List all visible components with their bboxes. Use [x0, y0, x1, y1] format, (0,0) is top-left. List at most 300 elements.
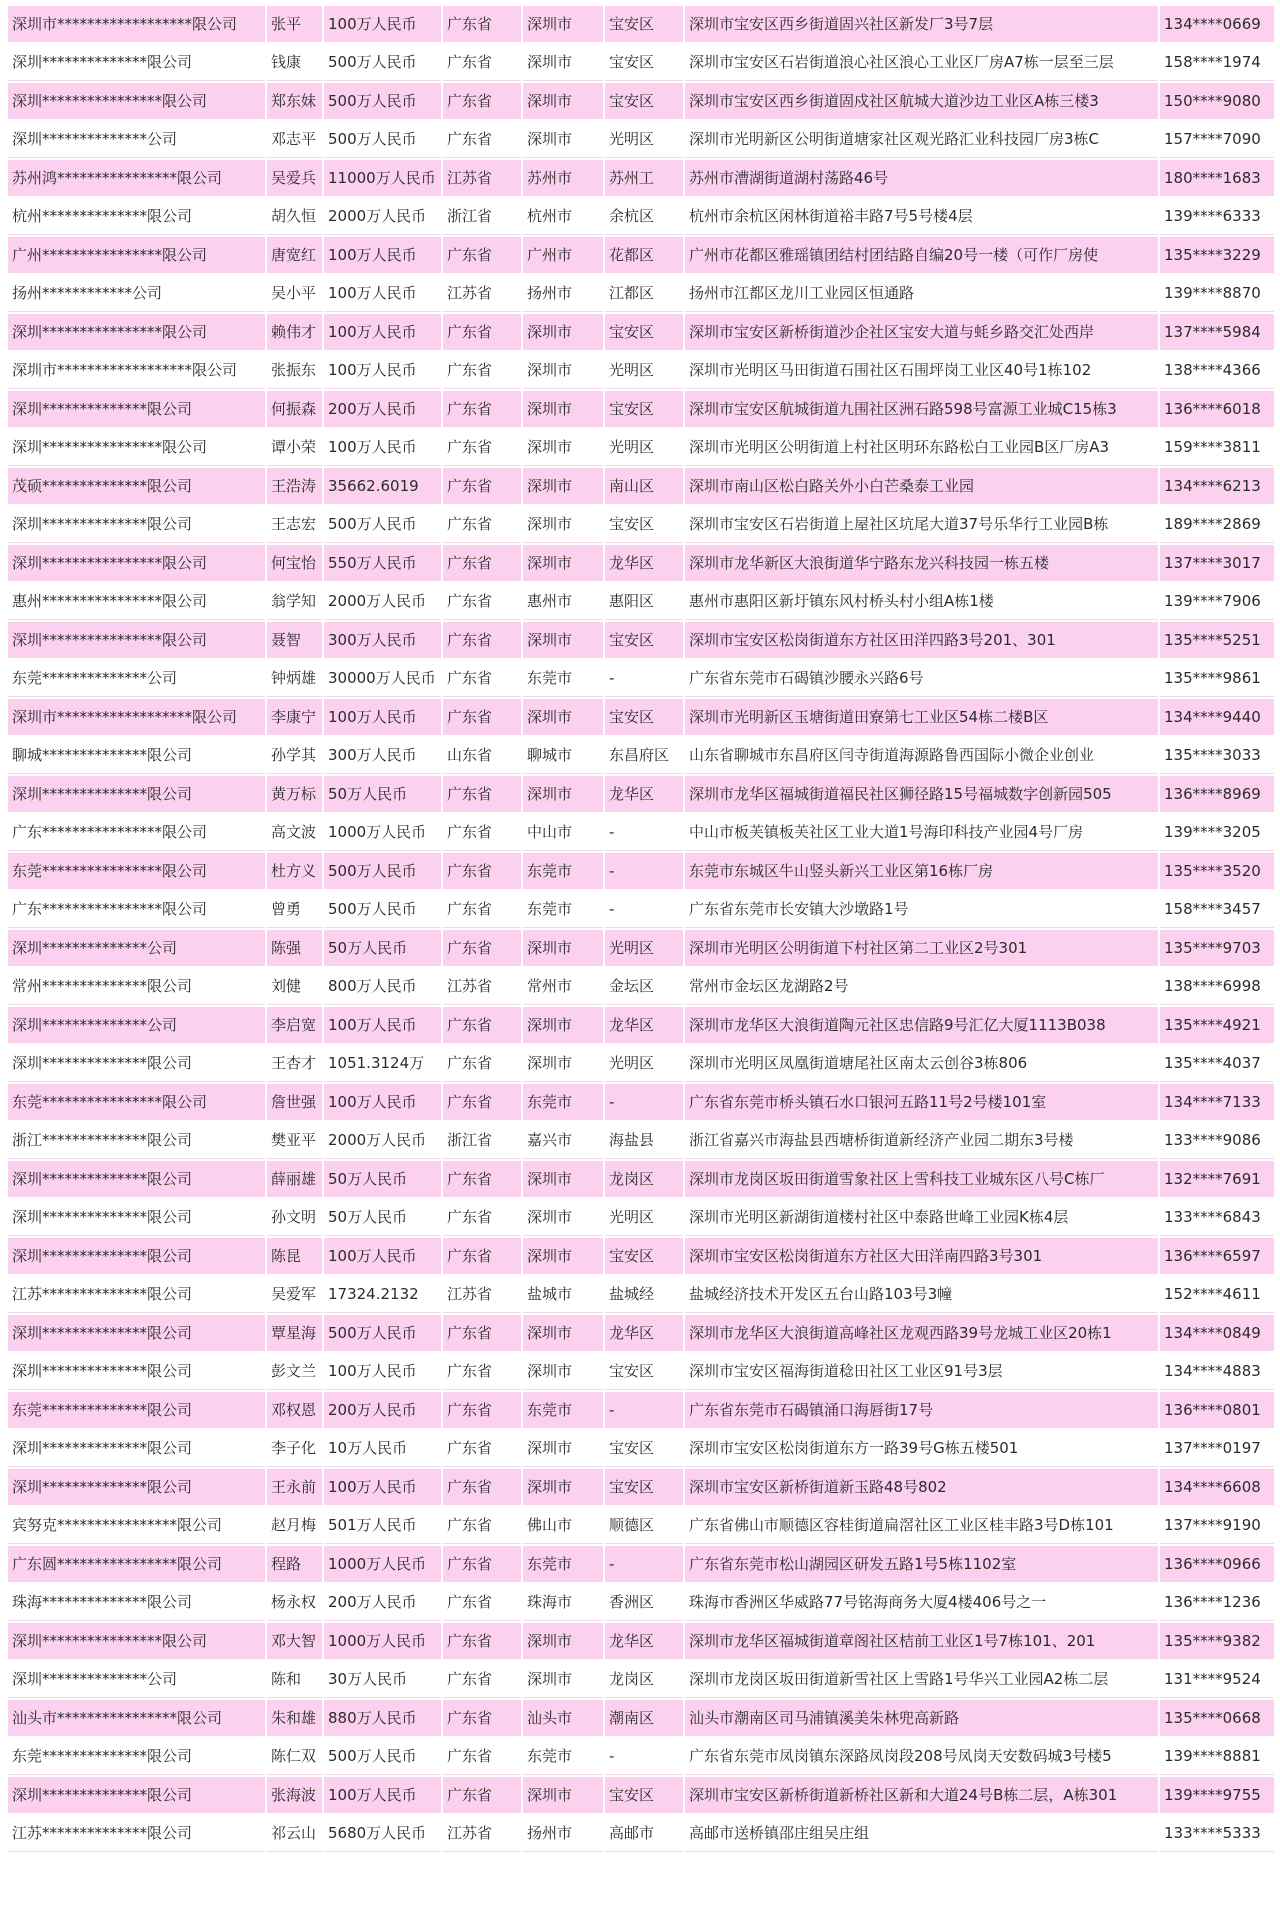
address-cell: 深圳市光明新区公明街道塘家社区观光路汇业科技园厂房3栋C	[685, 121, 1158, 158]
registered-capital-cell: 100万人民币	[324, 237, 441, 273]
city-cell: 东莞市	[523, 660, 603, 697]
company-name-cell: 深圳**************限公司	[8, 506, 265, 543]
registered-capital-cell: 5680万人民币	[324, 1815, 441, 1852]
district-cell: 宝安区	[605, 314, 683, 350]
address-cell: 深圳市宝安区航城街道九围社区洲石路598号富源工业城C15栋3	[685, 391, 1158, 427]
company-name-cell: 深圳**************限公司	[8, 1469, 265, 1505]
company-name-cell: 广东****************限公司	[8, 891, 265, 928]
registered-capital-cell: 200万人民币	[324, 1392, 441, 1428]
phone-cell: 159****3811	[1160, 429, 1274, 466]
city-cell: 深圳市	[523, 930, 603, 966]
company-table	[6, 4, 1276, 1854]
city-cell: 聊城市	[523, 737, 603, 774]
phone-cell: 134****7133	[1160, 1084, 1274, 1120]
phone-cell: 137****9190	[1160, 1507, 1274, 1544]
registered-capital-cell: 50万人民币	[324, 1199, 441, 1236]
city-cell: 深圳市	[523, 1353, 603, 1390]
province-cell: 广东省	[443, 83, 521, 119]
city-cell: 常州市	[523, 968, 603, 1005]
table-row	[8, 583, 1274, 620]
registered-capital-cell: 500万人民币	[324, 853, 441, 889]
contact-name-cell: 唐宽红	[267, 237, 322, 273]
address-cell: 深圳市宝安区西乡街道固兴社区新发厂3号7层	[685, 6, 1158, 42]
address-cell: 广东省东莞市长安镇大沙墩路1号	[685, 891, 1158, 928]
district-cell: 宝安区	[605, 1238, 683, 1274]
contact-name-cell: 程路	[267, 1546, 322, 1582]
address-cell: 深圳市光明区公明街道下村社区第二工业区2号301	[685, 930, 1158, 966]
contact-name-cell: 朱和雄	[267, 1700, 322, 1736]
table-row	[8, 1507, 1274, 1544]
district-cell: 宝安区	[605, 1469, 683, 1505]
address-cell: 深圳市宝安区石岩街道浪心社区浪心工业区厂房A7栋一层至三层	[685, 44, 1158, 81]
company-name-cell: 东莞**************限公司	[8, 1392, 265, 1428]
province-cell: 广东省	[443, 429, 521, 466]
province-cell: 广东省	[443, 1584, 521, 1621]
table-row	[8, 1661, 1274, 1698]
province-cell: 广东省	[443, 468, 521, 504]
company-name-cell: 深圳**************限公司	[8, 1161, 265, 1197]
contact-name-cell: 吴小平	[267, 275, 322, 312]
city-cell: 深圳市	[523, 468, 603, 504]
contact-name-cell: 吴爱军	[267, 1276, 322, 1313]
registered-capital-cell: 100万人民币	[324, 1777, 441, 1813]
registered-capital-cell: 1000万人民币	[324, 1546, 441, 1582]
company-name-cell: 深圳****************限公司	[8, 314, 265, 350]
registered-capital-cell: 100万人民币	[324, 1007, 441, 1043]
province-cell: 广东省	[443, 583, 521, 620]
table-row	[8, 737, 1274, 774]
city-cell: 深圳市	[523, 352, 603, 389]
province-cell: 广东省	[443, 1238, 521, 1274]
company-name-cell: 深圳市******************限公司	[8, 6, 265, 42]
table-row	[8, 1815, 1274, 1852]
phone-cell: 150****9080	[1160, 83, 1274, 119]
company-name-cell: 深圳**************限公司	[8, 44, 265, 81]
district-cell: -	[605, 1738, 683, 1775]
phone-cell: 139****8870	[1160, 275, 1274, 312]
address-cell: 深圳市南山区松白路关外小白芒桑泰工业园	[685, 468, 1158, 504]
company-name-cell: 惠州****************限公司	[8, 583, 265, 620]
district-cell: 香洲区	[605, 1584, 683, 1621]
city-cell: 深圳市	[523, 776, 603, 812]
address-cell: 深圳市龙华新区大浪街道华宁路东龙兴科技园一栋五楼	[685, 545, 1158, 581]
table-row	[8, 1546, 1274, 1582]
city-cell: 深圳市	[523, 83, 603, 119]
table-row	[8, 1469, 1274, 1505]
registered-capital-cell: 100万人民币	[324, 1469, 441, 1505]
district-cell: 宝安区	[605, 6, 683, 42]
district-cell: 潮南区	[605, 1700, 683, 1736]
contact-name-cell: 高文波	[267, 814, 322, 851]
province-cell: 山东省	[443, 737, 521, 774]
district-cell: 江都区	[605, 275, 683, 312]
phone-cell: 135****3229	[1160, 237, 1274, 273]
city-cell: 深圳市	[523, 1199, 603, 1236]
contact-name-cell: 薛丽雄	[267, 1161, 322, 1197]
registered-capital-cell: 50万人民币	[324, 930, 441, 966]
company-name-cell: 深圳**************限公司	[8, 1045, 265, 1082]
address-cell: 深圳市龙华区福城街道章阁社区桔前工业区1号7栋101、201	[685, 1623, 1158, 1659]
company-name-cell: 深圳**************公司	[8, 1661, 265, 1698]
contact-name-cell: 邓志平	[267, 121, 322, 158]
city-cell: 深圳市	[523, 1469, 603, 1505]
table-row	[8, 660, 1274, 697]
city-cell: 扬州市	[523, 275, 603, 312]
table-row	[8, 391, 1274, 427]
registered-capital-cell: 880万人民币	[324, 1700, 441, 1736]
phone-cell: 139****6333	[1160, 198, 1274, 235]
table-row	[8, 1238, 1274, 1274]
contact-name-cell: 曾勇	[267, 891, 322, 928]
address-cell: 深圳市宝安区松岗街道东方一路39号G栋五楼501	[685, 1430, 1158, 1467]
phone-cell: 139****7906	[1160, 583, 1274, 620]
table-row	[8, 468, 1274, 504]
registered-capital-cell: 35662.6019	[324, 468, 441, 504]
company-name-cell: 深圳****************限公司	[8, 83, 265, 119]
address-cell: 广东省东莞市石碣镇涌口海唇街17号	[685, 1392, 1158, 1428]
phone-cell: 139****3205	[1160, 814, 1274, 851]
registered-capital-cell: 500万人民币	[324, 83, 441, 119]
district-cell: 光明区	[605, 429, 683, 466]
company-name-cell: 深圳**************公司	[8, 121, 265, 158]
contact-name-cell: 樊亚平	[267, 1122, 322, 1159]
company-name-cell: 江苏**************限公司	[8, 1276, 265, 1313]
company-name-cell: 常州**************限公司	[8, 968, 265, 1005]
registered-capital-cell: 2000万人民币	[324, 198, 441, 235]
city-cell: 深圳市	[523, 1045, 603, 1082]
district-cell: 光明区	[605, 930, 683, 966]
address-cell: 浙江省嘉兴市海盐县西塘桥街道新经济产业园二期东3号楼	[685, 1122, 1158, 1159]
phone-cell: 135****5251	[1160, 622, 1274, 658]
phone-cell: 136****1236	[1160, 1584, 1274, 1621]
province-cell: 广东省	[443, 1045, 521, 1082]
address-cell: 广东省佛山市顺德区容桂街道扁滘社区工业区桂丰路3号D栋101	[685, 1507, 1158, 1544]
city-cell: 杭州市	[523, 198, 603, 235]
province-cell: 广东省	[443, 1353, 521, 1390]
address-cell: 深圳市宝安区西乡街道固戍社区航城大道沙边工业区A栋三楼3	[685, 83, 1158, 119]
company-name-cell: 广东圆****************限公司	[8, 1546, 265, 1582]
contact-name-cell: 郑东妹	[267, 83, 322, 119]
table-row	[8, 853, 1274, 889]
province-cell: 广东省	[443, 1507, 521, 1544]
contact-name-cell: 孙文明	[267, 1199, 322, 1236]
province-cell: 广东省	[443, 1661, 521, 1698]
phone-cell: 133****5333	[1160, 1815, 1274, 1852]
contact-name-cell: 吴爱兵	[267, 160, 322, 196]
phone-cell: 139****9755	[1160, 1777, 1274, 1813]
city-cell: 深圳市	[523, 545, 603, 581]
phone-cell: 137****0197	[1160, 1430, 1274, 1467]
phone-cell: 158****1974	[1160, 44, 1274, 81]
address-cell: 深圳市龙华区福城街道福民社区狮径路15号福城数字创新园505	[685, 776, 1158, 812]
contact-name-cell: 詹世强	[267, 1084, 322, 1120]
contact-name-cell: 钱康	[267, 44, 322, 81]
province-cell: 广东省	[443, 352, 521, 389]
address-cell: 深圳市光明区新湖街道楼村社区中泰路世峰工业园K栋4层	[685, 1199, 1158, 1236]
company-name-cell: 宾努克****************限公司	[8, 1507, 265, 1544]
registered-capital-cell: 100万人民币	[324, 1084, 441, 1120]
contact-name-cell: 翁学知	[267, 583, 322, 620]
table-row	[8, 1045, 1274, 1082]
company-name-cell: 聊城**************限公司	[8, 737, 265, 774]
contact-name-cell: 杜方义	[267, 853, 322, 889]
district-cell: 龙华区	[605, 1007, 683, 1043]
registered-capital-cell: 100万人民币	[324, 429, 441, 466]
contact-name-cell: 黄万标	[267, 776, 322, 812]
table-row	[8, 506, 1274, 543]
district-cell: 龙岗区	[605, 1161, 683, 1197]
registered-capital-cell: 30000万人民币	[324, 660, 441, 697]
city-cell: 嘉兴市	[523, 1122, 603, 1159]
table-row	[8, 545, 1274, 581]
address-cell: 深圳市光明区公明街道上村社区明环东路松白工业园B区厂房A3	[685, 429, 1158, 466]
phone-cell: 134****0849	[1160, 1315, 1274, 1351]
province-cell: 浙江省	[443, 198, 521, 235]
table-row	[8, 1199, 1274, 1236]
registered-capital-cell: 2000万人民币	[324, 583, 441, 620]
company-name-cell: 深圳****************限公司	[8, 429, 265, 466]
phone-cell: 189****2869	[1160, 506, 1274, 543]
company-name-cell: 深圳**************限公司	[8, 1430, 265, 1467]
address-cell: 深圳市宝安区松岗街道东方社区大田洋南四路3号301	[685, 1238, 1158, 1274]
phone-cell: 136****6597	[1160, 1238, 1274, 1274]
table-row	[8, 776, 1274, 812]
registered-capital-cell: 50万人民币	[324, 776, 441, 812]
province-cell: 江苏省	[443, 160, 521, 196]
contact-name-cell: 李启宽	[267, 1007, 322, 1043]
company-name-cell: 广东****************限公司	[8, 814, 265, 851]
phone-cell: 136****8969	[1160, 776, 1274, 812]
phone-cell: 135****4037	[1160, 1045, 1274, 1082]
table-row	[8, 1122, 1274, 1159]
district-cell: -	[605, 853, 683, 889]
company-name-cell: 深圳市******************限公司	[8, 699, 265, 735]
phone-cell: 157****7090	[1160, 121, 1274, 158]
province-cell: 广东省	[443, 699, 521, 735]
city-cell: 东莞市	[523, 1084, 603, 1120]
district-cell: 余杭区	[605, 198, 683, 235]
contact-name-cell: 孙学其	[267, 737, 322, 774]
city-cell: 深圳市	[523, 1661, 603, 1698]
registered-capital-cell: 100万人民币	[324, 1353, 441, 1390]
contact-name-cell: 钟炳雄	[267, 660, 322, 697]
city-cell: 深圳市	[523, 1777, 603, 1813]
company-name-cell: 茂硕**************限公司	[8, 468, 265, 504]
district-cell: 光明区	[605, 121, 683, 158]
registered-capital-cell: 100万人民币	[324, 6, 441, 42]
contact-name-cell: 张振东	[267, 352, 322, 389]
district-cell: 金坛区	[605, 968, 683, 1005]
province-cell: 浙江省	[443, 1122, 521, 1159]
address-cell: 盐城经济技术开发区五台山路103号3幢	[685, 1276, 1158, 1313]
province-cell: 江苏省	[443, 275, 521, 312]
city-cell: 东莞市	[523, 853, 603, 889]
phone-cell: 136****0801	[1160, 1392, 1274, 1428]
address-cell: 深圳市宝安区松岗街道东方社区田洋四路3号201、301	[685, 622, 1158, 658]
contact-name-cell: 王杏才	[267, 1045, 322, 1082]
phone-cell: 135****3520	[1160, 853, 1274, 889]
district-cell: -	[605, 814, 683, 851]
phone-cell: 135****4921	[1160, 1007, 1274, 1043]
registered-capital-cell: 100万人民币	[324, 699, 441, 735]
address-cell: 深圳市龙华区大浪街道陶元社区忠信路9号汇亿大厦1113B038	[685, 1007, 1158, 1043]
province-cell: 广东省	[443, 776, 521, 812]
company-name-cell: 珠海**************限公司	[8, 1584, 265, 1621]
district-cell: -	[605, 1392, 683, 1428]
table-row	[8, 930, 1274, 966]
table-row	[8, 699, 1274, 735]
address-cell: 深圳市宝安区新桥街道新玉路48号802	[685, 1469, 1158, 1505]
province-cell: 广东省	[443, 1315, 521, 1351]
phone-cell: 132****7691	[1160, 1161, 1274, 1197]
province-cell: 江苏省	[443, 968, 521, 1005]
contact-name-cell: 邓大智	[267, 1623, 322, 1659]
table-body	[8, 6, 1274, 1852]
district-cell: 南山区	[605, 468, 683, 504]
table-row	[8, 1584, 1274, 1621]
city-cell: 中山市	[523, 814, 603, 851]
address-cell: 山东省聊城市东昌府区闫寺街道海源路鲁西国际小微企业创业	[685, 737, 1158, 774]
address-cell: 广州市花都区雅瑶镇团结村团结路自编20号一楼（可作厂房使	[685, 237, 1158, 273]
contact-name-cell: 谭小荣	[267, 429, 322, 466]
province-cell: 广东省	[443, 891, 521, 928]
company-name-cell: 深圳****************限公司	[8, 545, 265, 581]
company-name-cell: 东莞****************限公司	[8, 853, 265, 889]
address-cell: 中山市板芙镇板芙社区工业大道1号海印科技产业园4号厂房	[685, 814, 1158, 851]
district-cell: 海盐县	[605, 1122, 683, 1159]
district-cell: 龙华区	[605, 1623, 683, 1659]
province-cell: 广东省	[443, 121, 521, 158]
registered-capital-cell: 200万人民币	[324, 1584, 441, 1621]
registered-capital-cell: 500万人民币	[324, 506, 441, 543]
address-cell: 深圳市宝安区新桥街道沙企社区宝安大道与蚝乡路交汇处西岸	[685, 314, 1158, 350]
phone-cell: 135****9861	[1160, 660, 1274, 697]
table-row	[8, 1700, 1274, 1736]
phone-cell: 135****9382	[1160, 1623, 1274, 1659]
table-row	[8, 891, 1274, 928]
district-cell: 宝安区	[605, 1777, 683, 1813]
registered-capital-cell: 500万人民币	[324, 1315, 441, 1351]
contact-name-cell: 胡久恒	[267, 198, 322, 235]
district-cell: 惠阳区	[605, 583, 683, 620]
registered-capital-cell: 500万人民币	[324, 121, 441, 158]
province-cell: 广东省	[443, 1700, 521, 1736]
province-cell: 广东省	[443, 1469, 521, 1505]
province-cell: 广东省	[443, 1738, 521, 1775]
contact-name-cell: 何宝怡	[267, 545, 322, 581]
company-name-cell: 东莞**************公司	[8, 660, 265, 697]
contact-name-cell: 李康宁	[267, 699, 322, 735]
company-name-cell: 深圳**************公司	[8, 1007, 265, 1043]
company-name-cell: 东莞**************限公司	[8, 1738, 265, 1775]
phone-cell: 135****3033	[1160, 737, 1274, 774]
contact-name-cell: 王浩涛	[267, 468, 322, 504]
city-cell: 东莞市	[523, 1738, 603, 1775]
registered-capital-cell: 300万人民币	[324, 622, 441, 658]
address-cell: 深圳市龙岗区坂田街道雪象社区上雪科技工业城东区八号C栋厂	[685, 1161, 1158, 1197]
city-cell: 珠海市	[523, 1584, 603, 1621]
district-cell: 龙华区	[605, 776, 683, 812]
registered-capital-cell: 500万人民币	[324, 891, 441, 928]
city-cell: 深圳市	[523, 1623, 603, 1659]
phone-cell: 152****4611	[1160, 1276, 1274, 1313]
province-cell: 广东省	[443, 6, 521, 42]
district-cell: 盐城经	[605, 1276, 683, 1313]
phone-cell: 136****0966	[1160, 1546, 1274, 1582]
table-row	[8, 622, 1274, 658]
table-row	[8, 429, 1274, 466]
district-cell: 宝安区	[605, 506, 683, 543]
registered-capital-cell: 500万人民币	[324, 1738, 441, 1775]
address-cell: 常州市金坛区龙湖路2号	[685, 968, 1158, 1005]
district-cell: 光明区	[605, 1045, 683, 1082]
company-name-cell: 深圳****************限公司	[8, 622, 265, 658]
registered-capital-cell: 10万人民币	[324, 1430, 441, 1467]
phone-cell: 138****6998	[1160, 968, 1274, 1005]
registered-capital-cell: 200万人民币	[324, 391, 441, 427]
phone-cell: 138****4366	[1160, 352, 1274, 389]
address-cell: 扬州市江都区龙川工业园区恒通路	[685, 275, 1158, 312]
table-row	[8, 352, 1274, 389]
phone-cell: 137****3017	[1160, 545, 1274, 581]
company-name-cell: 深圳市******************限公司	[8, 352, 265, 389]
contact-name-cell: 陈昆	[267, 1238, 322, 1274]
phone-cell: 134****4883	[1160, 1353, 1274, 1390]
table-row	[8, 1007, 1274, 1043]
city-cell: 扬州市	[523, 1815, 603, 1852]
company-name-cell: 江苏**************限公司	[8, 1815, 265, 1852]
contact-name-cell: 祁云山	[267, 1815, 322, 1852]
province-cell: 广东省	[443, 1007, 521, 1043]
city-cell: 深圳市	[523, 1315, 603, 1351]
table-row	[8, 83, 1274, 119]
city-cell: 佛山市	[523, 1507, 603, 1544]
registered-capital-cell: 1000万人民币	[324, 1623, 441, 1659]
city-cell: 东莞市	[523, 1546, 603, 1582]
registered-capital-cell: 100万人民币	[324, 314, 441, 350]
table-row	[8, 1353, 1274, 1390]
province-cell: 广东省	[443, 1546, 521, 1582]
contact-name-cell: 何振森	[267, 391, 322, 427]
table-row	[8, 121, 1274, 158]
contact-name-cell: 陈和	[267, 1661, 322, 1698]
district-cell: 宝安区	[605, 1430, 683, 1467]
district-cell: 高邮市	[605, 1815, 683, 1852]
registered-capital-cell: 50万人民币	[324, 1161, 441, 1197]
company-name-cell: 深圳**************限公司	[8, 391, 265, 427]
table-row	[8, 1315, 1274, 1351]
registered-capital-cell: 100万人民币	[324, 352, 441, 389]
district-cell: -	[605, 1084, 683, 1120]
phone-cell: 135****0668	[1160, 1700, 1274, 1736]
city-cell: 深圳市	[523, 1007, 603, 1043]
registered-capital-cell: 100万人民币	[324, 1238, 441, 1274]
table-row	[8, 314, 1274, 350]
company-name-cell: 广州****************限公司	[8, 237, 265, 273]
registered-capital-cell: 17324.2132	[324, 1276, 441, 1313]
address-cell: 高邮市送桥镇邵庄组吴庄组	[685, 1815, 1158, 1852]
table-row	[8, 814, 1274, 851]
address-cell: 惠州市惠阳区新圩镇东风村桥头村小组A栋1楼	[685, 583, 1158, 620]
province-cell: 广东省	[443, 44, 521, 81]
address-cell: 东莞市东城区牛山竖头新兴工业区第16栋厂房	[685, 853, 1158, 889]
address-cell: 广东省东莞市桥头镇石水口银河五路11号2号楼101室	[685, 1084, 1158, 1120]
address-cell: 深圳市光明区凤凰街道塘尾社区南太云创谷3栋806	[685, 1045, 1158, 1082]
city-cell: 深圳市	[523, 622, 603, 658]
province-cell: 广东省	[443, 814, 521, 851]
table-row	[8, 1738, 1274, 1775]
company-name-cell: 深圳**************限公司	[8, 1777, 265, 1813]
